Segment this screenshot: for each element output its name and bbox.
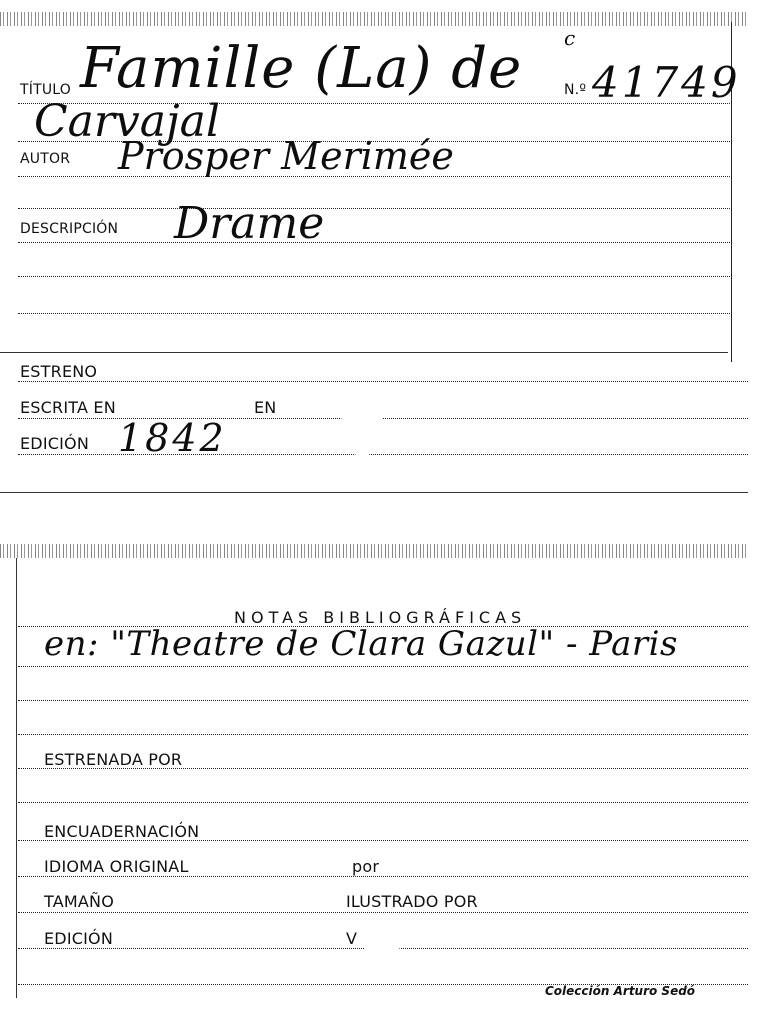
handwritten-notes: en: "Theatre de Clara Gazul" - Paris: [44, 624, 678, 664]
card-top-edge: [0, 544, 748, 558]
handwritten-number-mark: c: [564, 26, 576, 50]
rule-blank-3: [18, 313, 730, 314]
label-encuadernacion: ENCUADERNACIÓN: [44, 822, 200, 841]
label-titulo: TÍTULO: [20, 82, 71, 98]
label-edicion: EDICIÓN: [20, 434, 90, 453]
label-tamano: TAMAÑO: [44, 892, 114, 911]
label-descripcion: DESCRIPCIÓN: [20, 221, 119, 237]
rule-blank-1: [18, 208, 730, 209]
catalog-card-back: [0, 540, 748, 1028]
paper-damage: [340, 400, 384, 456]
notes-title: NOTAS BIBLIOGRÁFICAS: [234, 608, 527, 627]
handwritten-number: 41749: [592, 58, 741, 107]
rule-bottom: [0, 492, 748, 493]
rule-notes-2: [18, 666, 748, 667]
label-autor: AUTOR: [20, 151, 71, 167]
rule-notes-3: [18, 700, 748, 701]
rule-descripcion: [18, 242, 730, 243]
label-edicion: EDICIÓN: [44, 929, 114, 948]
handwritten-title-line2: Carvajal: [34, 96, 220, 147]
card-left-edge: [16, 558, 17, 998]
paper-damage: [362, 936, 402, 984]
rule-separator: [0, 352, 728, 353]
collection-footer: Colección Arturo Sedó: [545, 984, 696, 998]
handwritten-author: Prosper Merimée: [118, 134, 454, 178]
rule-notes-4: [18, 734, 748, 735]
card-top-edge: [0, 12, 748, 26]
catalog-card-front: [0, 8, 748, 494]
label-numero: N.º: [564, 82, 587, 98]
label-idioma-original: IDIOMA ORIGINAL: [44, 857, 189, 876]
rule-tamano: [18, 912, 748, 913]
handwritten-title-line1: Famille (La) de: [80, 36, 523, 101]
handwritten-edition-year: 1842: [118, 416, 227, 460]
label-ilustrado-por: ILUSTRADO POR: [346, 892, 478, 911]
handwritten-description: Drame: [174, 198, 325, 249]
label-por: por: [352, 857, 380, 876]
label-v: V: [346, 929, 358, 948]
rule-blank: [18, 802, 748, 803]
label-estrenada-por: ESTRENADA POR: [44, 750, 183, 769]
label-escrita-en: ESCRITA EN: [20, 398, 116, 417]
rule-idioma: [18, 876, 748, 877]
label-estreno: ESTRENO: [20, 362, 98, 381]
label-en: EN: [254, 398, 277, 417]
rule-estreno: [18, 381, 748, 382]
rule-blank-2: [18, 276, 730, 277]
